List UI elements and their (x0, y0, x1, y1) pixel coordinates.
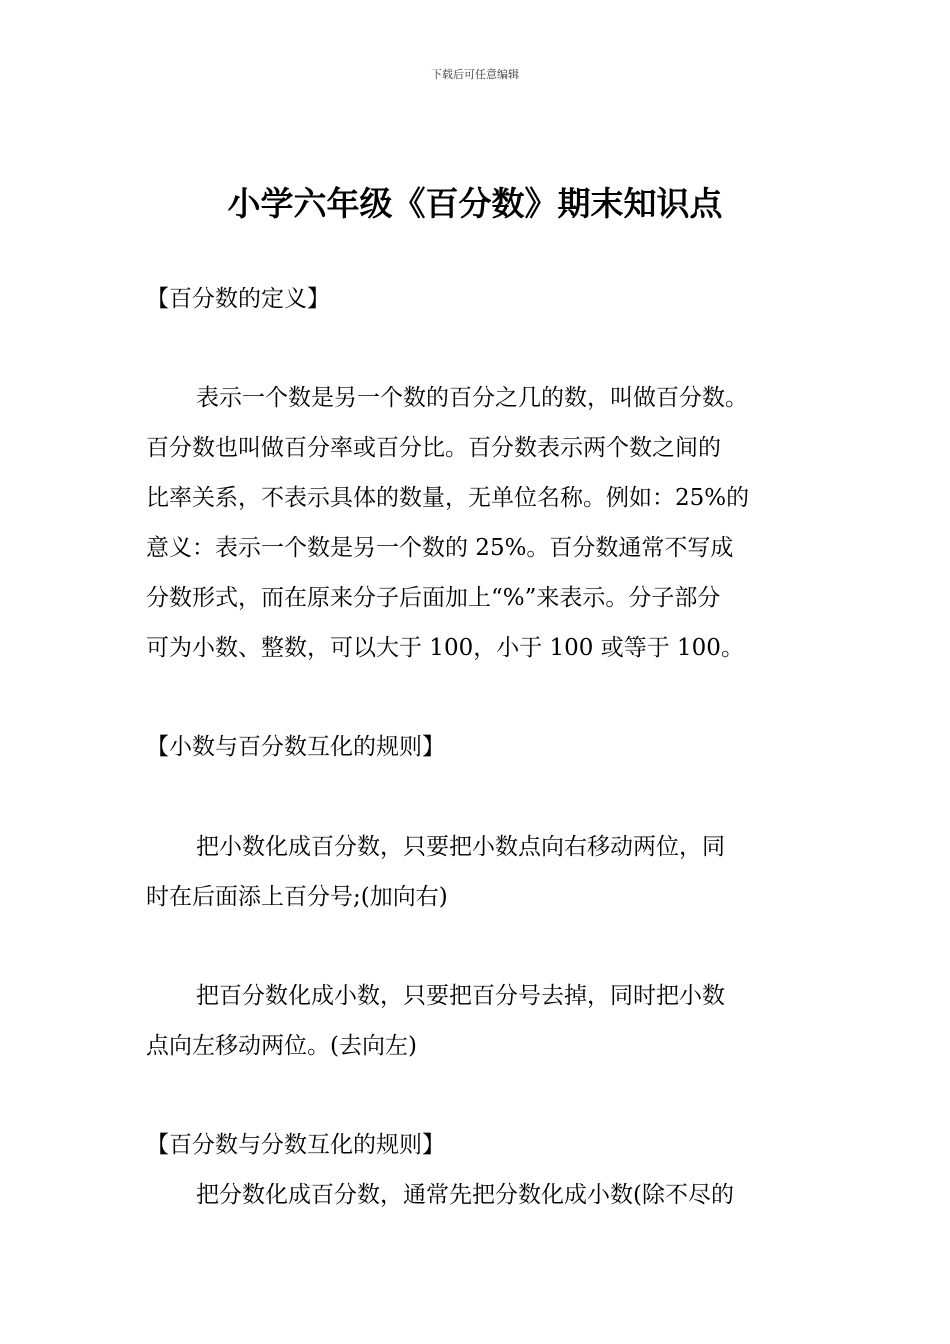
paragraph-line: 把分数化成百分数，通常先把分数化成小数(除不尽的 (196, 1182, 734, 1208)
paragraph-line: 分数形式，而在原来分子后面加上“%”来表示。分子部分 (146, 585, 721, 611)
section-heading-percent-fraction: 【百分数与分数互化的规则】 (146, 1132, 445, 1158)
paragraph-line: 时在后面添上百分号;(加向右) (146, 884, 448, 910)
section-heading-definition: 【百分数的定义】 (146, 286, 330, 312)
paragraph-line: 把百分数化成小数，只要把百分号去掉，同时把小数 (196, 983, 725, 1009)
paragraph-line: 表示一个数是另一个数的百分之几的数，叫做百分数。 (196, 385, 748, 411)
paragraph-line: 点向左移动两位。(去向左) (146, 1033, 417, 1059)
paragraph-line: 可为小数、整数，可以大于 100，小于 100 或等于 100。 (146, 635, 744, 661)
paragraph-line: 比率关系，不表示具体的数量，无单位名称。例如：25%的 (146, 485, 750, 511)
paragraph-line: 百分数也叫做百分率或百分比。百分数表示两个数之间的 (146, 435, 721, 461)
section-heading-decimal-percent: 【小数与百分数互化的规则】 (146, 734, 445, 760)
paragraph-definition (146, 373, 826, 673)
paragraph-fraction-to-percent (146, 1170, 826, 1220)
document-title: 小学六年级《百分数》期末知识点 (227, 184, 723, 223)
header-note: 下载后可任意编辑 (431, 68, 519, 81)
paragraph-line: 意义：表示一个数是另一个数的 25%。百分数通常不写成 (146, 535, 734, 561)
paragraph-decimal-to-percent (146, 822, 826, 922)
paragraph-line: 把小数化成百分数，只要把小数点向右移动两位，同 (196, 834, 725, 860)
paragraph-percent-to-decimal (146, 971, 826, 1071)
